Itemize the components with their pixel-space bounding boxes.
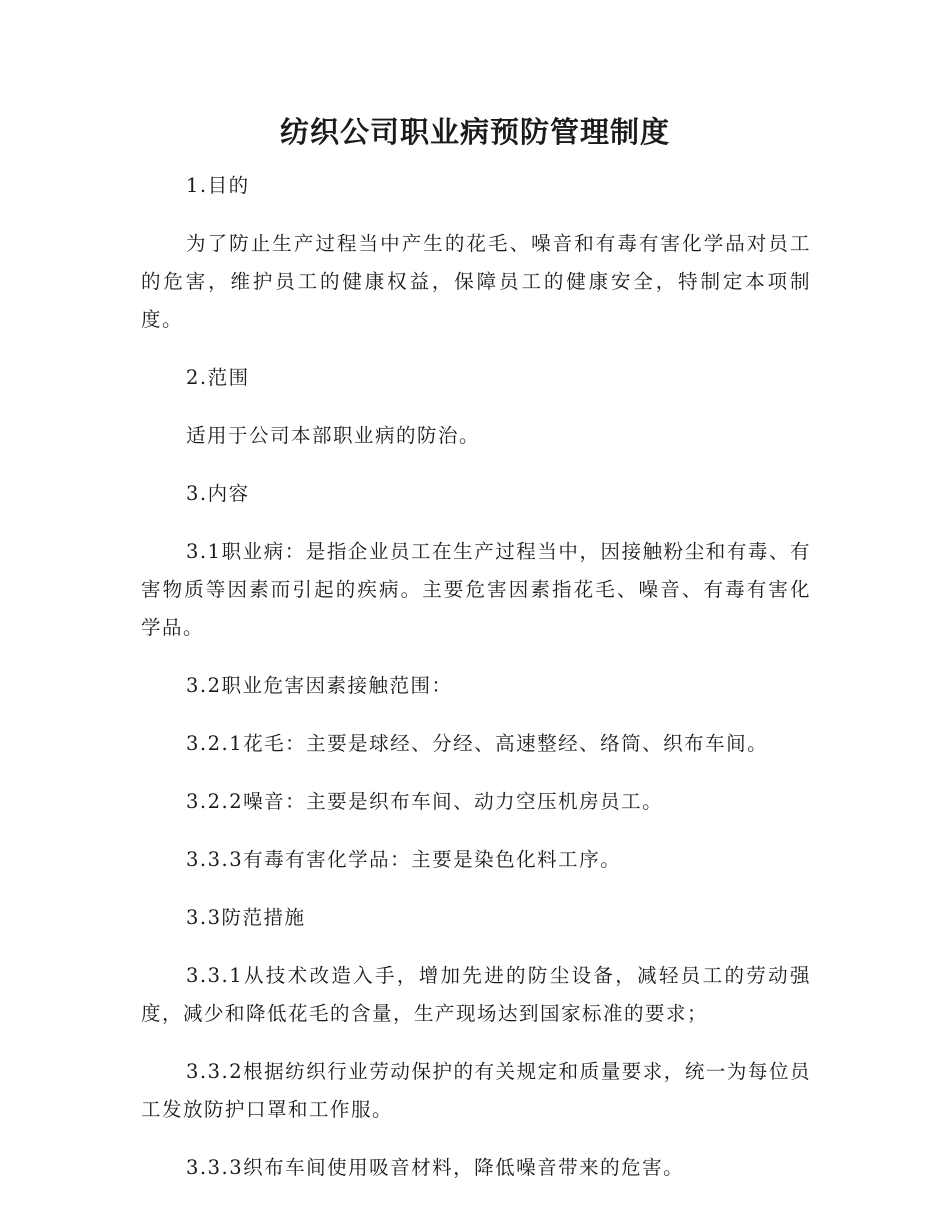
paragraph-measure-1: 3.3.1从技术改造入手，增加先进的防尘设备，减轻员工的劳动强度，减少和降低花毛的含量，生产现场达到国家标准的要求； (141, 964, 811, 1025)
section-heading-measures: 3.3防范措施 (186, 906, 306, 929)
document-title: 纺织公司职业病预防管理制度 (279, 115, 670, 149)
paragraph-measure-2: 3.3.2根据纺织行业劳动保护的有关规定和质量要求，统一为每位员工发放防护口罩和工作服。 (141, 1060, 811, 1121)
paragraph-exposure-scope: 3.2职业危害因素接触范围： (186, 674, 453, 697)
section-heading-scope: 2.范围 (186, 366, 250, 389)
paragraph-lint: 3.2.1花毛：主要是球经、分经、高速整经、络筒、织布车间。 (186, 732, 769, 755)
paragraph-purpose: 为了防止生产过程当中产生的花毛、噪音和有毒有害化学品对员工的危害，维护员工的健康权益，保障员工的健康安全，特制定本项制度。 (141, 232, 811, 331)
paragraph-scope: 适用于公司本部职业病的防治。 (186, 424, 481, 447)
paragraph-definition: 3.1职业病：是指企业员工在生产过程当中，因接触粉尘和有毒、有害物质等因素而引起的疾病。主要危害因素指花毛、噪音、有毒有害化学品。 (141, 540, 811, 639)
section-heading-purpose: 1.目的 (186, 174, 250, 197)
paragraph-measure-3: 3.3.3织布车间使用吸音材料，降低噪音带来的危害。 (186, 1156, 685, 1179)
paragraph-noise: 3.2.2噪音：主要是织布车间、动力空压机房员工。 (186, 790, 664, 813)
section-heading-content: 3.内容 (186, 482, 250, 505)
paragraph-chemicals: 3.3.3有毒有害化学品：主要是染色化料工序。 (186, 848, 622, 871)
document-body (141, 167, 811, 1207)
